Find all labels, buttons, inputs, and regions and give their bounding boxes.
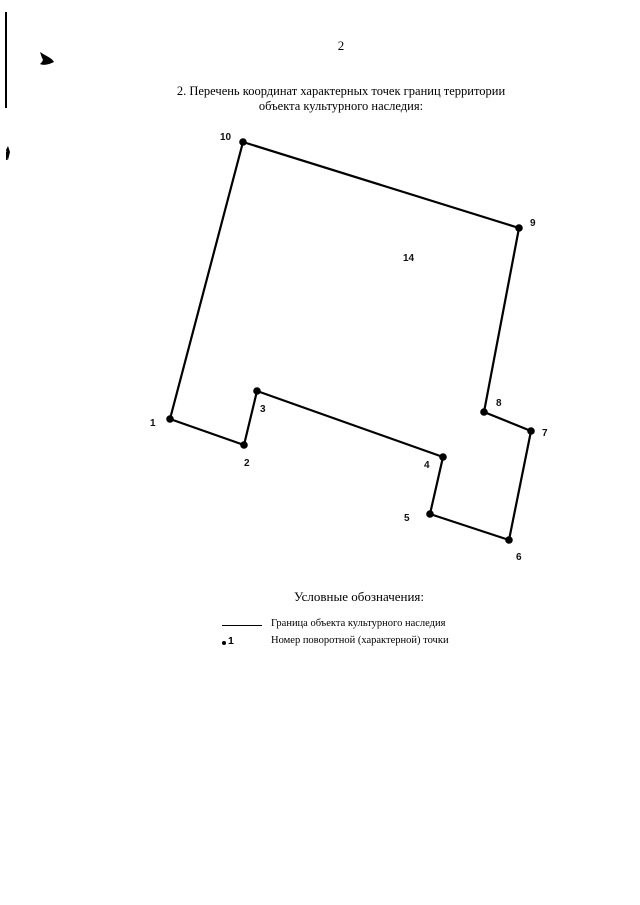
boundary-point-1: [166, 415, 174, 423]
boundary-point-7: [527, 427, 535, 435]
point-label-10: 10: [220, 132, 232, 143]
legend-row-point: [0, 635, 640, 649]
point-label-9: 9: [530, 218, 536, 229]
point-label-7: 7: [542, 428, 548, 439]
legend-point-number: 1: [228, 635, 234, 647]
legend-boundary-text: Граница объекта культурного наследия: [271, 618, 446, 629]
title-line-1: 2. Перечень координат характерных точек границ территории: [176, 84, 506, 98]
point-label-6: 6: [516, 552, 522, 563]
boundary-point-6: [505, 536, 513, 544]
point-label-3: 3: [260, 404, 266, 415]
boundary-point-10: [239, 138, 247, 146]
boundary-line: [170, 142, 531, 540]
boundary-point-5: [426, 510, 434, 518]
boundary-point-4: [439, 453, 447, 461]
point-label-1: 1: [150, 418, 156, 429]
boundary-point-3: [253, 387, 261, 395]
point-label-8: 8: [496, 398, 502, 409]
point-label-4: 4: [424, 460, 430, 471]
legend-line-symbol: [222, 625, 262, 626]
boundary-point-8: [480, 408, 488, 416]
title-line-2: объекта культурного наследия:: [258, 99, 424, 113]
legend-point-text: Номер поворотной (характерной) точки: [271, 635, 449, 646]
legend-point-symbol: [222, 641, 226, 645]
page-number: 2: [337, 38, 345, 53]
parcel-number: 14: [403, 253, 415, 264]
boundary-points: [150, 132, 548, 563]
legend-title: Условные обозначения:: [293, 589, 425, 604]
legend-row-boundary: [0, 618, 640, 632]
point-label-5: 5: [404, 513, 410, 524]
point-label-2: 2: [244, 458, 250, 469]
boundary-point-9: [515, 224, 523, 232]
boundary-point-2: [240, 441, 248, 449]
